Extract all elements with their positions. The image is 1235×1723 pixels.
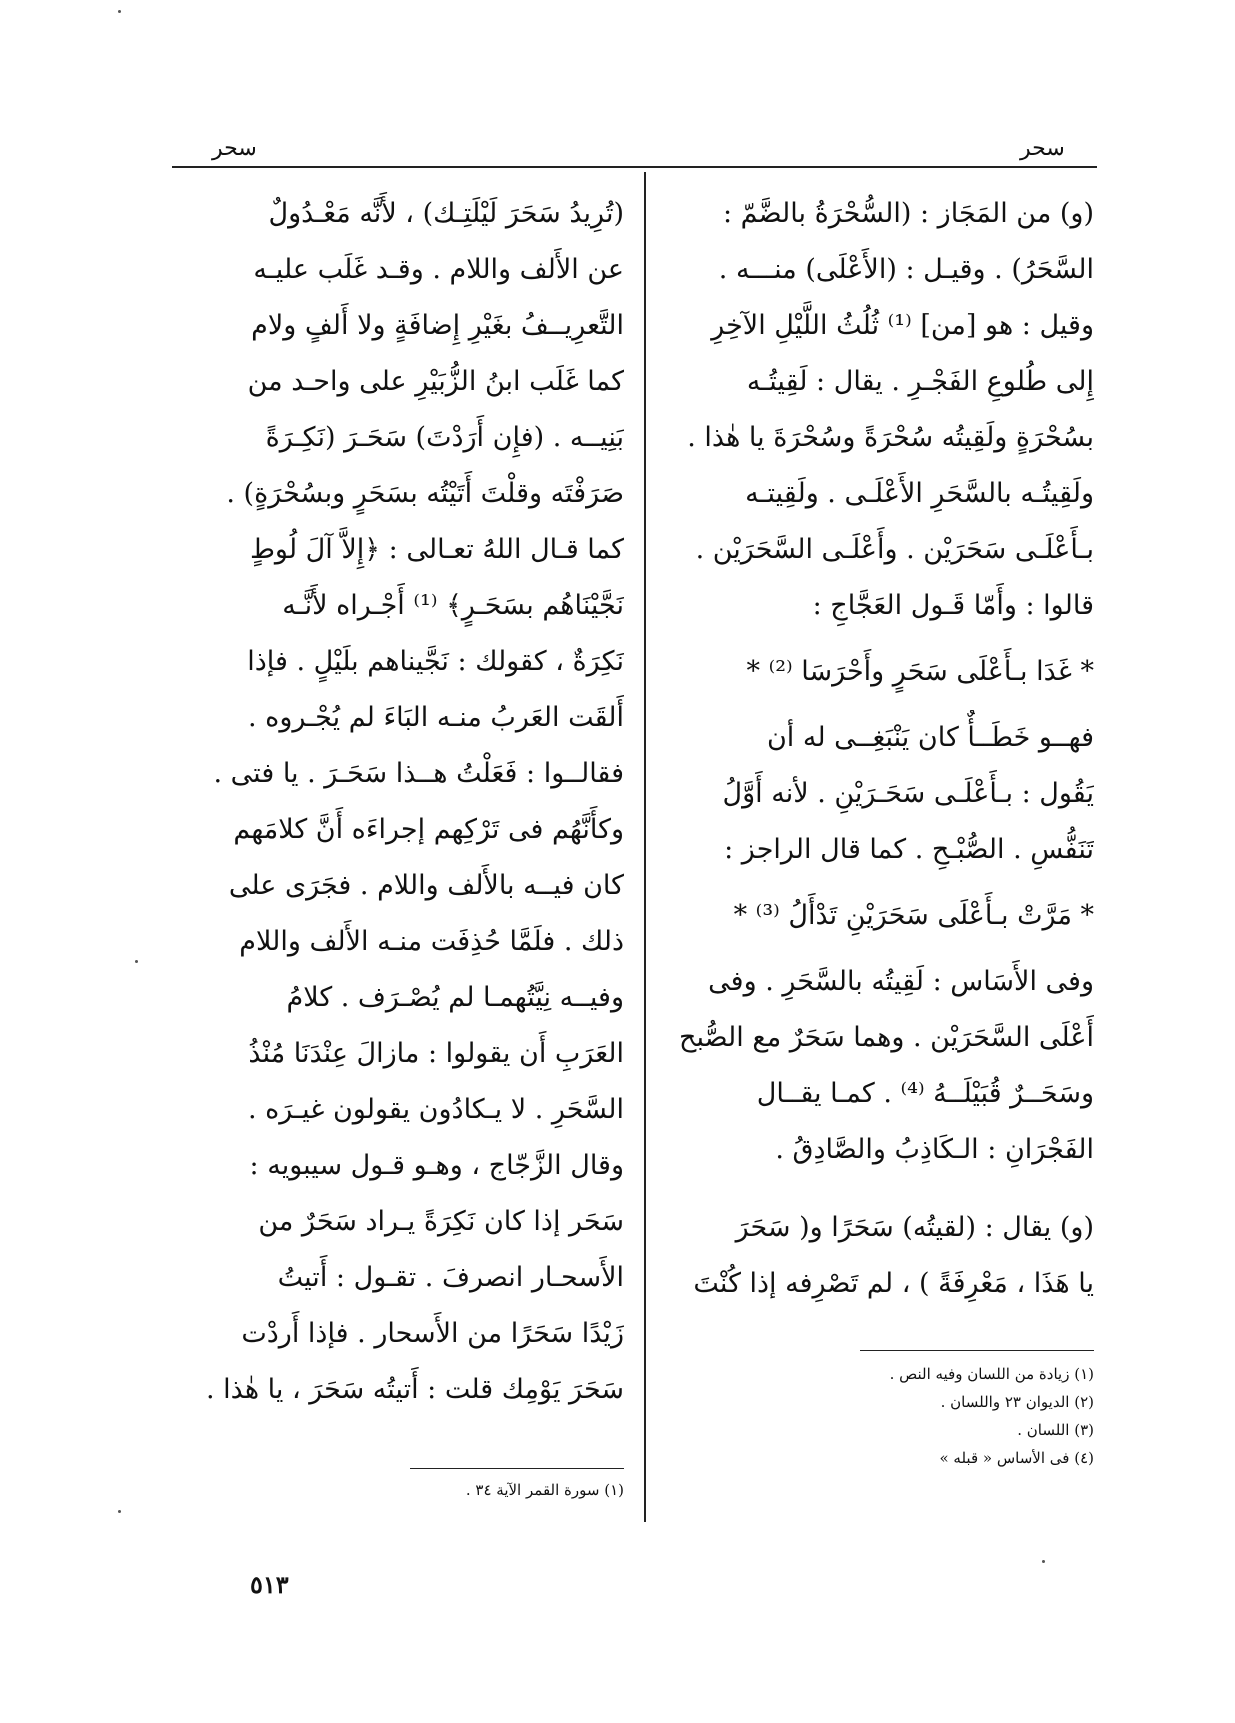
left-line: وفيــه نِيَّتُهمـا لم يُصْـرَف . كلامُ xyxy=(286,982,624,1013)
right-column xyxy=(664,186,1094,1312)
left-line: أَلقَت العَربُ منـه البَاءَ لم يُجْـروه . xyxy=(248,702,624,733)
right-line: يَقُول : بـأَعْلَـى سَحَـرَيْنِ . لأنه أَوَّلُ xyxy=(722,778,1094,809)
left-line: كما غَلَب ابنُ الزُّبَيْرِ على واحـد من xyxy=(247,366,624,397)
header-word-right: سحر xyxy=(1020,136,1065,161)
header-rule xyxy=(172,166,1097,168)
right-line: يا هَذَا ، مَعْرِفَةً ) ، لم تَصْرِفه إذا كُنْتَ xyxy=(693,1268,1094,1299)
left-line: السَّحَرِ . لا يـكادُون يقولون غيـرَه . xyxy=(248,1094,624,1125)
footnote: (٤) فى الأساس « قبله » xyxy=(939,1449,1094,1467)
left-line: التَّعرِيــفُ بغَيْرِ إِضافَةٍ ولا أَلفٍ ولام xyxy=(251,310,624,341)
left-line: نَجَّيْنَاهُم بسَحَـرٍ﴾ ⁽¹⁾ أَجْـراه لأَنَّـه xyxy=(282,590,624,621)
right-line: إِلى طُلوعِ الفَجْـرِ . يقال : لَقِيتُـه xyxy=(746,366,1094,397)
right-line: بسُحْرَةٍ ولَقِيتُه سُحْرَةً وسُحْرَةَ يا هٰذا . xyxy=(687,422,1094,453)
left-line: وكأَنَّهُم فى تَرْكِهم إجراءَه أَنَّ كلامَهم xyxy=(233,814,624,845)
left-line: سَحَرَ يَوْمِك قلت : أَتيتُه سَحَرَ ، يا هٰذا . xyxy=(205,1374,624,1405)
footnote: (٣) اللسان . xyxy=(1017,1421,1094,1439)
right-line: فهــو خَطَــأٌ كان يَنْبَغِــى له أن xyxy=(766,722,1094,753)
left-column xyxy=(172,186,624,1418)
left-line: زَيْدًا سَحَرًا من الأَسحار . فإذا أَردْت xyxy=(241,1318,624,1349)
right-line: وسَحَــرٌ قُبَيْلَــهُ ⁽⁴⁾ . كمـا يقــال xyxy=(756,1078,1094,1109)
left-line: العَرَبِ أَن يقولوا : مازالَ عِنْدَنَا مُنْذُ xyxy=(248,1038,624,1069)
right-line: قالوا : وأَمّا قَـول العَجَّاجِ : xyxy=(812,590,1094,621)
left-line: (تُرِيدُ سَحَرَ لَيْلَتِـك) ، لأَنَّه مَعْـدُولٌ xyxy=(268,198,624,229)
page-number: ٥١٣ xyxy=(250,1570,289,1599)
footnotes-right xyxy=(780,1360,1094,1472)
left-line: كان فيــه بالأَلف واللام . فجَرَى على xyxy=(228,870,624,901)
left-line: الأَسحـار انصرفَ . تقـول : أَتيتُ xyxy=(277,1262,624,1293)
scan-speck xyxy=(118,10,121,13)
verse-line: * مَرَّتْ بـأَعْلَى سَحَرَيْنِ تَدْأَلُ ⁽³⁾ * xyxy=(733,900,1094,931)
scan-speck xyxy=(118,1510,121,1513)
header-word-left: سحر xyxy=(212,136,257,161)
footnote: (٢) الديوان ٢٣ واللسان . xyxy=(940,1393,1094,1411)
footnote-rule-left xyxy=(410,1468,624,1469)
right-line: (و) يقال : (لقيتُه) سَحَرًا و( سَحَرَ xyxy=(735,1212,1094,1243)
footnotes-left xyxy=(360,1476,624,1504)
footnote: (١) زيادة من اللسان وفيه النص . xyxy=(889,1365,1094,1383)
column-divider xyxy=(644,172,646,1522)
right-line: (و) من المَجَاز : (السُّحْرَةُ بالضَّمّ : xyxy=(722,198,1094,229)
right-line: أَعْلَى السَّحَرَيْن . وهما سَحَرٌ مع الصُّبح xyxy=(679,1022,1094,1053)
right-line: بـأَعْلَـى سَحَرَيْن . وأَعْلَـى السَّحَرَيْن . xyxy=(695,534,1094,565)
footnote-rule-right xyxy=(860,1350,1094,1351)
left-line: نَكِرَةٌ ، كقولك : نَجَّيناهم بلَيْلٍ . فإذا xyxy=(247,646,624,677)
verse-line: * غَدَا بـأَعْلَى سَحَرٍ وأَحْرَسَا ⁽²⁾ * xyxy=(746,656,1094,687)
left-line: وقال الزَّجّاج ، وهـو قـول سيبويه : xyxy=(249,1150,624,1181)
right-line: وقيل : هو [من] ⁽¹⁾ ثُلُثُ اللَّيْلِ الآخِرِ xyxy=(711,310,1094,341)
left-line: سَحَر إذا كان نَكِرَةً يـراد سَحَرٌ من xyxy=(258,1206,624,1237)
left-line: عن الأَلف واللام . وقـد غَلَب عليـه xyxy=(253,254,624,285)
right-line: تَنَفُّسِ . الصُّبْـحِ . كما قال الراجز : xyxy=(724,834,1094,865)
left-line: كما قـال اللهُ تعـالى : ﴿إِلاَّ آلَ لُوطٍ xyxy=(249,534,624,565)
scan-speck xyxy=(1042,1560,1045,1563)
scan-speck xyxy=(135,960,138,963)
left-line: صَرَفْتَه وقلْتَ أَتَيْتُه بسَحَرٍ وبسُحْرَةٍ) . xyxy=(226,478,624,509)
left-line: ذلك . فلَمَّا حُذِفَت منـه الأَلف واللام xyxy=(239,926,624,957)
left-line: فقالــوا : فَعَلْتُ هــذا سَحَـرَ . يا فتى . xyxy=(213,758,624,789)
right-line: وفى الأَسَاس : لَقِيتُه بالسَّحَرِ . وفى xyxy=(708,966,1094,997)
right-line: الفَجْرَانِ : الـكَاذِبُ والصَّادِقُ . xyxy=(775,1134,1094,1165)
right-line: ولَقِيتُـه بالسَّحَرِ الأَعْلَـى . ولَقِيتـه xyxy=(745,478,1094,509)
right-line: السَّحَرُ) . وقيـل : (الأَعْلَى) منـــه . xyxy=(718,254,1094,285)
footnote: (١) سورة القمر الآية ٣٤ . xyxy=(465,1481,624,1499)
left-line: بَنِيــه . (فإِن أَرَدْتَ) سَحَـرَ (نَكِـرَةً xyxy=(265,422,624,453)
paragraph-gap xyxy=(664,1178,1094,1200)
